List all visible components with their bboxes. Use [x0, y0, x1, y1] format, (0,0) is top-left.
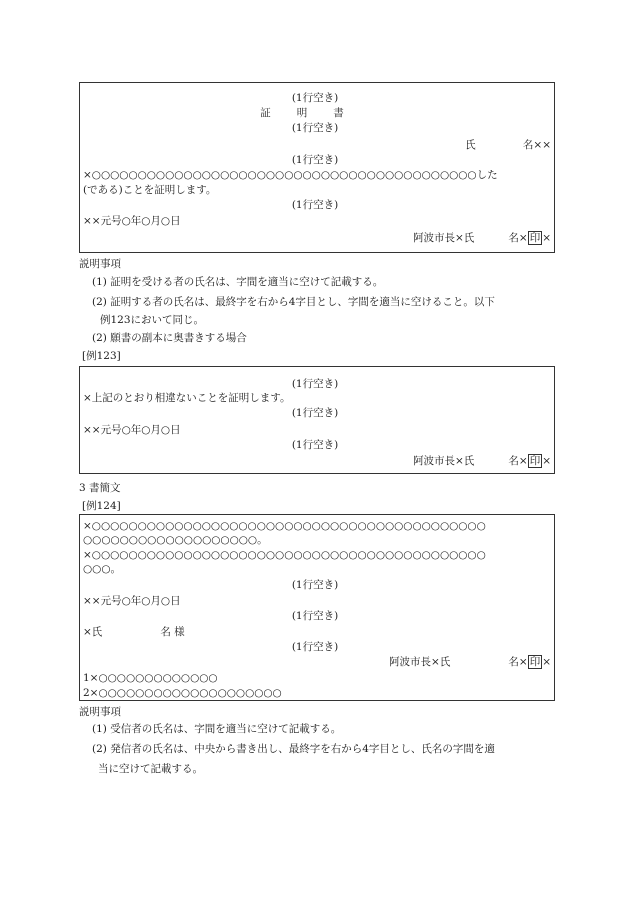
blank-line-marker: (1行空き) [291, 579, 339, 591]
sender-name: 名× [508, 656, 528, 668]
issuer-prefix: 阿波市長×氏 [413, 232, 475, 244]
note-item: (2) 発信者の氏名は、中央から書き出し、最終字を右から4字目とし、氏名の字間を適 [92, 743, 495, 755]
enclosure-item: 2×○○○○○○○○○○○○○○○○○○○○ [83, 687, 282, 699]
blank-line-marker: (1行空き) [291, 610, 339, 622]
issuer-suffix: × [542, 232, 551, 244]
certificate-title: 証明書 [260, 107, 370, 119]
blank-line-marker: (1行空き) [291, 92, 339, 104]
notes-heading: 説明事項 [79, 258, 121, 270]
sender-suffix: × [542, 656, 551, 668]
note-item: (2) 証明する者の氏名は、最終字を右から4字目とし、字間を適当に空けること。以下 [92, 296, 495, 308]
certificate-body-line-2: (である)ことを証明します。 [83, 184, 217, 196]
example-label: [例123] [82, 350, 121, 362]
issuer-signature [413, 454, 551, 468]
issuer-name: 名× [508, 232, 528, 244]
letter-paragraph-2-line-1: ×○○○○○○○○○○○○○○○○○○○○○○○○○○○○○○○○○○○○○○○○○○○ [83, 549, 486, 561]
issuer-signature [413, 231, 551, 245]
recipient-prefix: ×氏 [83, 626, 103, 638]
letter-date: ××元号○年○月○日 [83, 595, 181, 607]
note-item-continuation: 例123において同じ。 [100, 314, 205, 326]
seal-mark: 印 [529, 232, 541, 244]
seal-mark: 印 [529, 656, 541, 668]
note-item: (2) 願書の副本に奥書きする場合 [92, 332, 247, 344]
blank-line-marker: (1行空き) [291, 439, 339, 451]
certificate-body-line-1: ×○○○○○○○○○○○○○○○○○○○○○○○○○○○○○○○○○○○○○○○○○○した [83, 169, 498, 181]
blank-line-marker: (1行空き) [291, 199, 339, 211]
blank-line-marker: (1行空き) [291, 378, 339, 390]
certificate-date: ××元号○年○月○日 [83, 215, 181, 227]
sender-signature [389, 655, 551, 669]
section-heading: 3 書簡文 [79, 482, 121, 494]
certified-person-name: 氏 名×× [465, 139, 551, 151]
notes-heading: 説明事項 [79, 706, 121, 718]
seal-mark: 印 [529, 455, 541, 467]
blank-line-marker: (1行空き) [291, 154, 339, 166]
endorsement-date: ××元号○年○月○日 [83, 424, 181, 436]
issuer-suffix: × [542, 455, 551, 467]
letter-recipient [83, 625, 185, 639]
example-label: [例124] [82, 500, 121, 512]
blank-line-marker: (1行空き) [291, 641, 339, 653]
blank-line-marker: (1行空き) [291, 122, 339, 134]
issuer-name: 名× [508, 455, 528, 467]
enclosure-item: 1×○○○○○○○○○○○○○ [83, 672, 218, 684]
recipient-name: 名 様 [160, 626, 185, 638]
note-item-continuation: 当に空けて記載する。 [98, 763, 203, 775]
sender-prefix: 阿波市長×氏 [389, 656, 451, 668]
endorsement-body: ×上記のとおり相違ないことを証明します。 [83, 392, 291, 404]
letter-paragraph-1-line-1: ×○○○○○○○○○○○○○○○○○○○○○○○○○○○○○○○○○○○○○○○○○○○ [83, 520, 486, 532]
letter-paragraph-2-line-2: ○○○。 [83, 563, 121, 575]
note-item: (1) 受信者の氏名は、字間を適当に空けて記載する。 [92, 723, 342, 735]
letter-paragraph-1-line-2: ○○○○○○○○○○○○○○○○○○○。 [83, 534, 268, 546]
issuer-prefix: 阿波市長×氏 [413, 455, 475, 467]
blank-line-marker: (1行空き) [291, 407, 339, 419]
note-item: (1) 証明を受ける者の氏名は、字間を適当に空けて記載する。 [92, 276, 384, 288]
